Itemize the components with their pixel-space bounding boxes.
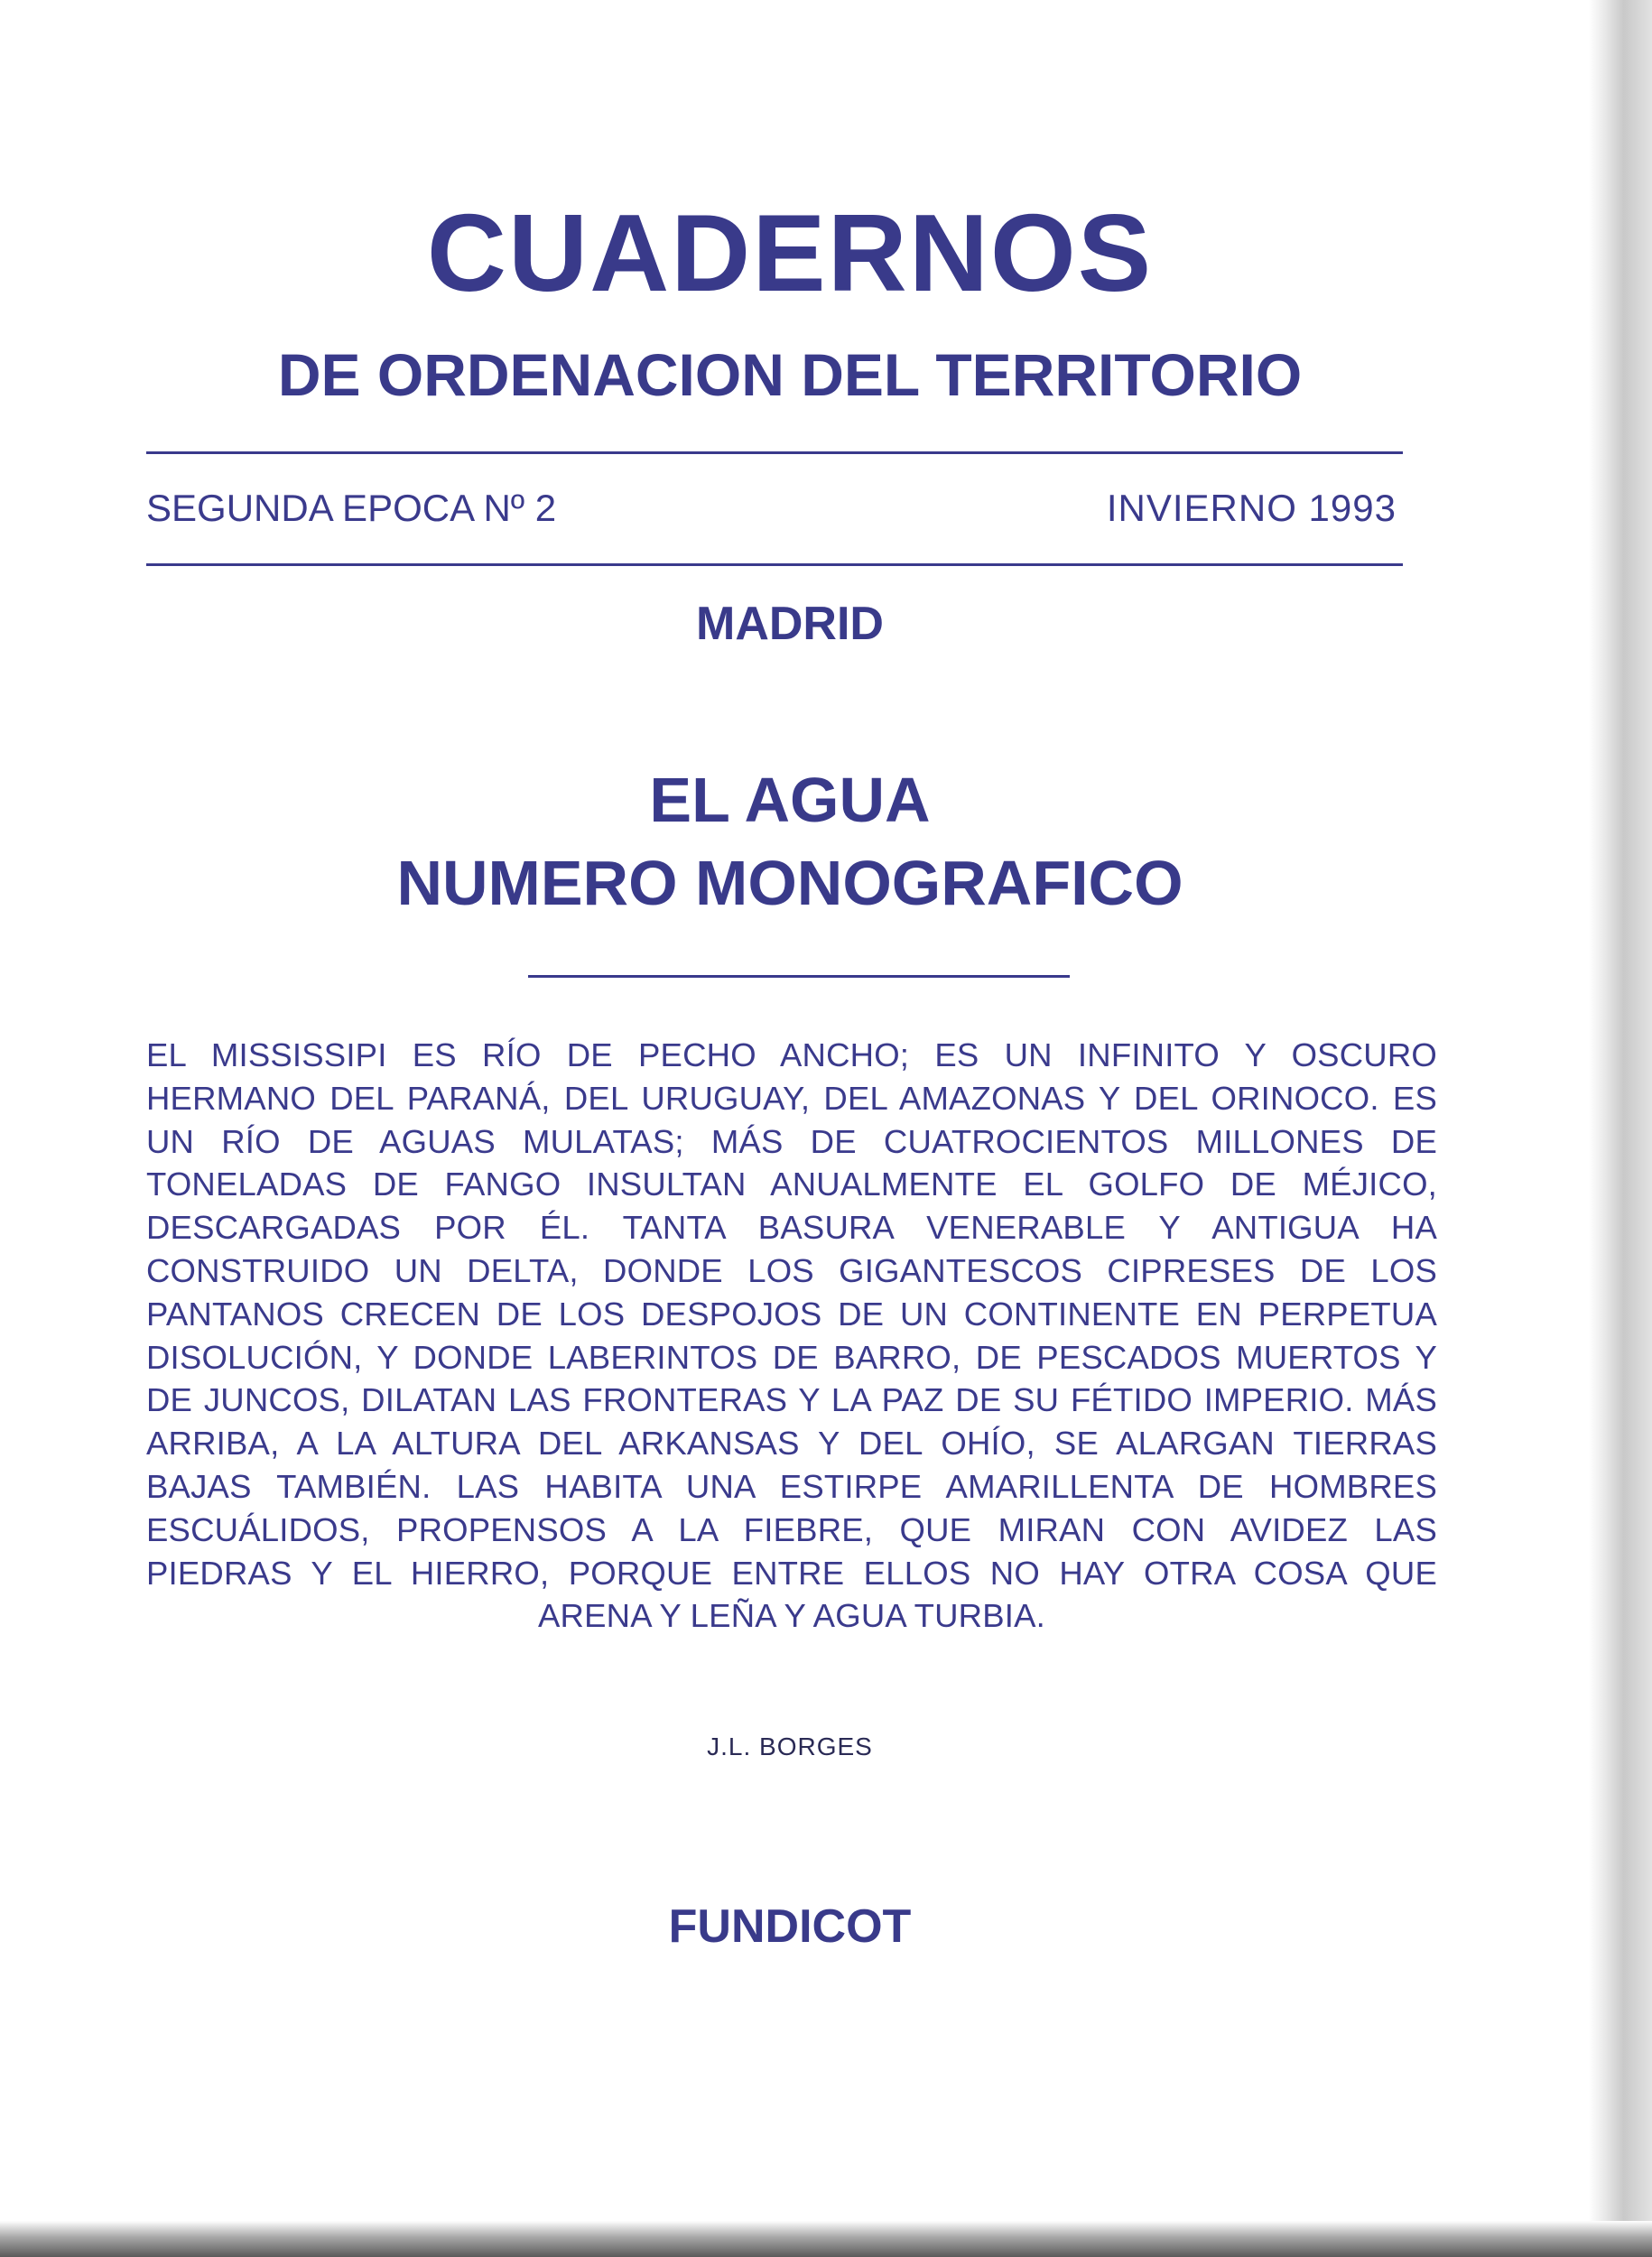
divider-top xyxy=(146,451,1403,454)
divider-bottom xyxy=(146,563,1403,566)
monograph-title-line-2: NUMERO MONOGRAFICO xyxy=(396,848,1183,918)
epigraph-quote: EL MISSISSIPI ES RÍO DE PECHO ANCHO; ES UN INFINITO Y OSCURO HERMANO DEL PARANÁ, DEL URUGUAY, DEL AMAZONAS Y DEL ORINOCO. ES UN RÍO DE AGUAS MULATAS; MÁS DE CUATROCIENTOS MILLONES DE TONELADAS DE FANGO INSULTAN ANUALMENTE EL GOLFO DE MÉJICO, DESCARGADAS POR ÉL. TANTA BASURA VENERABLE Y ANTIGUA HA CONSTRUIDO UN DELTA, DONDE LOS GIGANTESCOS CIPRESES DE LOS PANTANOS CRECEN DE LOS DESPOJOS DE UN CONTINENTE EN PERPETUA DISOLUCIÓN, Y DONDE LABERINTOS DE BARRO, DE PESCADOS MUERTOS Y DE JUNCOS, DILATAN LAS FRONTERAS Y LA PAZ DE SU FÉTIDO IMPERIO. MÁS ARRIBA, A LA ALTURA DEL ARKANSAS Y DEL OHÍO, SE ALARGAN TIERRAS BAJAS TAMBIÉN. LAS HABITA UNA ESTIRPE AMARILLENTA DE HOMBRES ESCUÁLIDOS, PROPENSOS A LA FIEBRE, QUE MIRAN CON AVIDEZ LAS PIEDRAS Y EL HIERRO, PORQUE ENTRE ELLOS NO HAY OTRA COSA QUE ARENA Y LEÑA Y AGUA TURBIA. xyxy=(146,1036,1437,1635)
issue-series: SEGUNDA EPOCA Nº 2 xyxy=(146,487,557,529)
divider-short xyxy=(528,975,1070,978)
journal-title: CUADERNOS xyxy=(426,191,1154,314)
page-edge-shadow-bottom xyxy=(0,2221,1652,2257)
issue-season: INVIERNO 1993 xyxy=(1106,487,1397,529)
monograph-title-line-1: EL AGUA xyxy=(649,765,931,835)
quote-author: J.L. BORGES xyxy=(707,1732,873,1760)
monograph-title xyxy=(0,758,1580,924)
publisher-name: FUNDICOT xyxy=(668,1900,912,1953)
publication-city: MADRID xyxy=(696,598,884,650)
issue-info-row xyxy=(146,480,1397,543)
journal-subtitle: DE ORDENACION DEL TERRITORIO xyxy=(277,341,1303,408)
page-edge-shadow-right xyxy=(1589,0,1652,2257)
